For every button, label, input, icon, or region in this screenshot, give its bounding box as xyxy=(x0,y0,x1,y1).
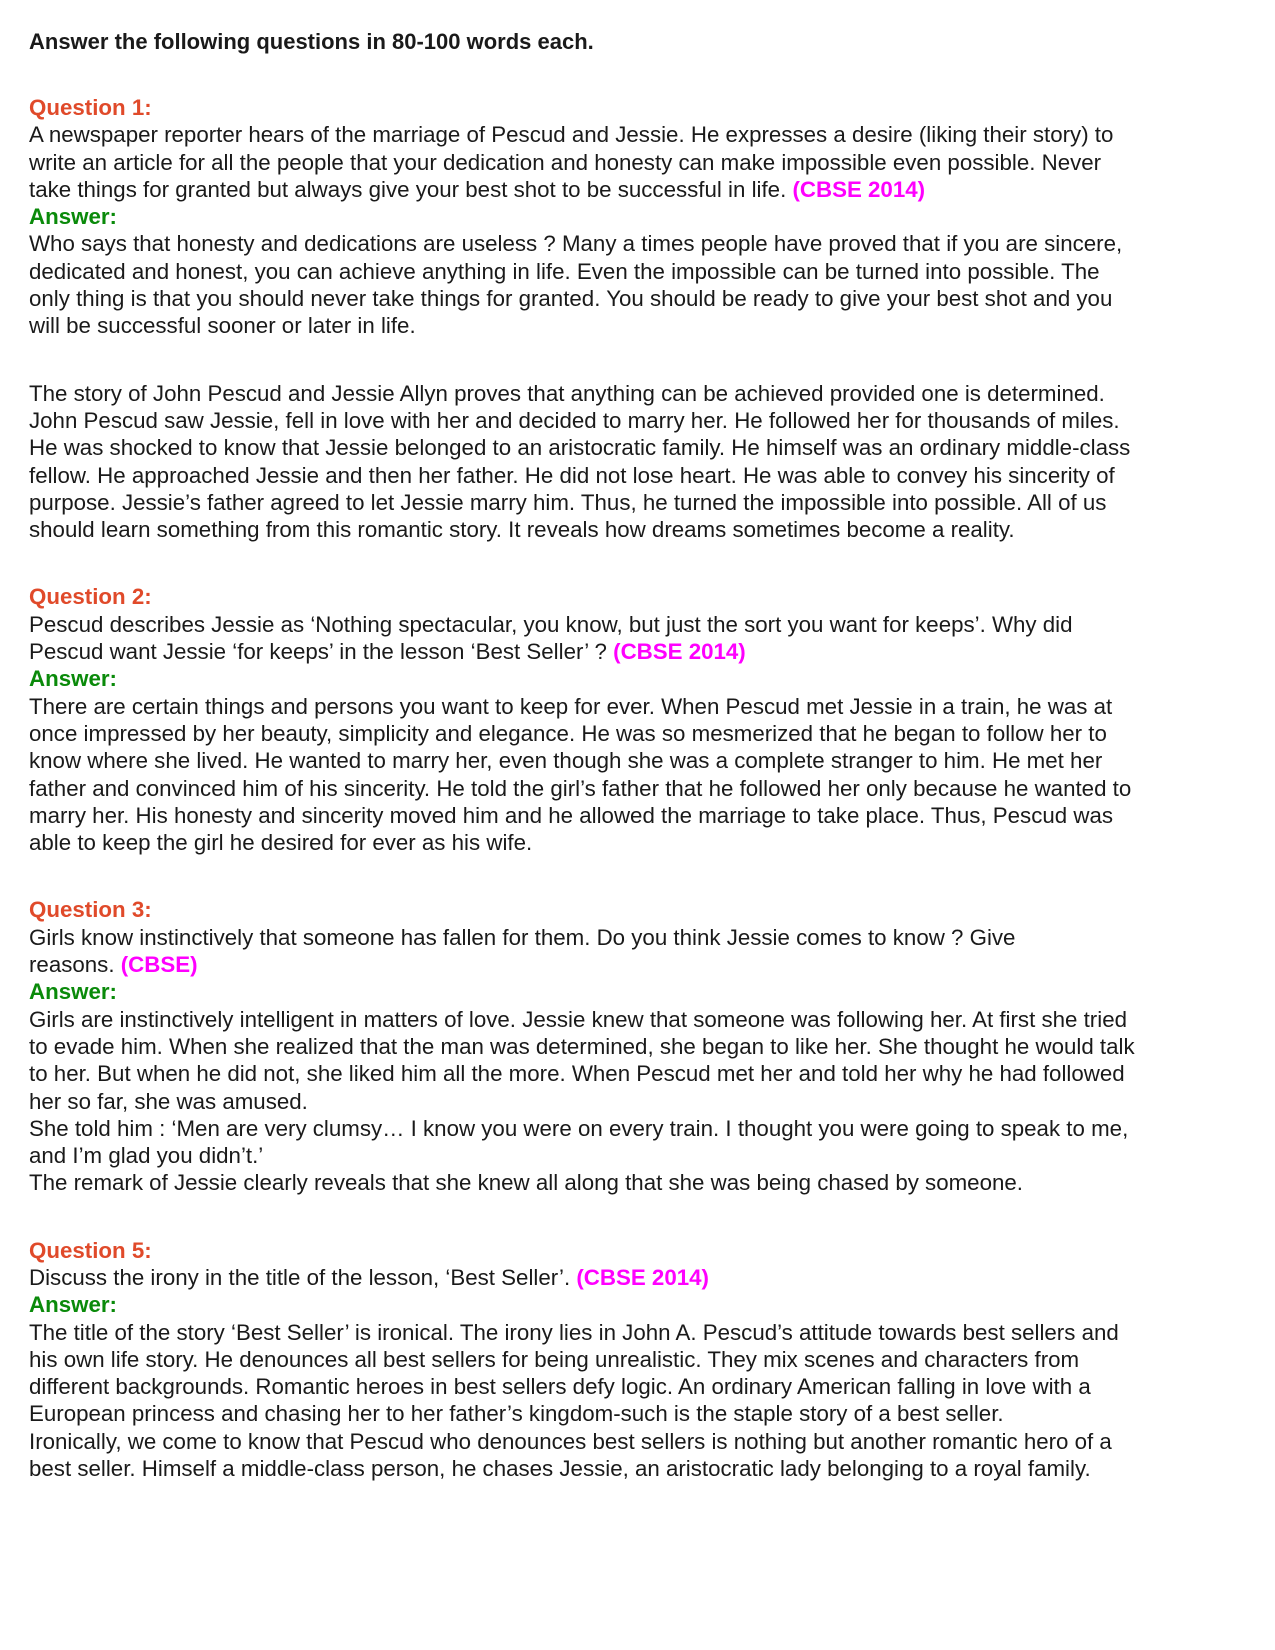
answer-line: marry her. His honesty and sincerity moved him and he allowed the marriage to take place. Thus, Pescud was xyxy=(29,802,1114,828)
instructions-heading: Answer the following questions in 80-100 words each. xyxy=(29,29,594,54)
answer-label: Answer: xyxy=(29,1292,117,1318)
source-tag: (CBSE) xyxy=(120,952,198,978)
question-label: Question 3: xyxy=(29,897,152,923)
answer-line: He was shocked to know that Jessie belonged to an aristocratic family. He himself was an ordinary middle-class xyxy=(29,435,1131,461)
answer-line: She told him : ‘Men are very clumsy… I know you were on every train. I thought you were going to speak to me, xyxy=(29,1115,1129,1141)
answer-line: John Pescud saw Jessie, fell in love with her and decided to marry her. He followed her for thousands of miles. xyxy=(29,407,1120,433)
answer-line: to her. But when he did not, she liked him all the more. When Pescud met her and told her why he had followed xyxy=(29,1061,1125,1087)
question-block xyxy=(29,94,1135,543)
question-text: Pescud describes Jessie as ‘Nothing spectacular, you know, but just the sort you want for keeps’. Why did xyxy=(29,611,1073,637)
question-block xyxy=(29,583,1135,856)
question-block xyxy=(29,1237,1135,1483)
source-tag: (CBSE 2014) xyxy=(792,176,926,202)
answer-line: know where she lived. He wanted to marry her, even though she was a complete stranger to him. He met her xyxy=(29,748,1103,774)
answer-label: Answer: xyxy=(29,204,117,230)
question-list xyxy=(29,94,1135,1482)
answer-paragraph xyxy=(29,693,1135,857)
answer-line: different backgrounds. Romantic heroes in best sellers defy logic. An ordinary American falling in love with a xyxy=(29,1374,1091,1400)
answer-line: Girls are instinctively intelligent in matters of love. Jessie knew that someone was following her. At first she tried xyxy=(29,1006,1127,1032)
question-text-line xyxy=(29,951,1135,978)
answer-line: to evade him. When she realized that the man was determined, she began to like her. She thought he would talk xyxy=(29,1033,1135,1059)
question-label: Question 1: xyxy=(29,95,152,120)
answer-line: able to keep the girl he desired for ever as his wife. xyxy=(29,830,533,856)
question-text-line xyxy=(29,611,1135,638)
question-text-line xyxy=(29,121,1135,148)
answer-label: Answer: xyxy=(29,666,117,692)
question-text-line xyxy=(29,176,1135,203)
question-text: reasons. xyxy=(29,952,121,978)
question-label: Question 2: xyxy=(29,584,152,610)
answer-line: The title of the story ‘Best Seller’ is ironical. The irony lies in John A. Pescud’s attitude towards best sellers and xyxy=(29,1319,1119,1345)
source-tag: (CBSE 2014) xyxy=(576,1264,709,1290)
question-text-line xyxy=(29,638,1135,665)
question-text-line xyxy=(29,924,1135,951)
answer-line: only thing is that you should never take things for granted. You should be ready to give your best shot and you xyxy=(29,286,1113,312)
answer-line: will be successful sooner or later in life. xyxy=(29,313,416,339)
question-text: Discuss the irony in the title of the lesson, ‘Best Seller’. xyxy=(29,1264,577,1290)
answer-line: dedicated and honest, you can achieve anything in life. Even the impossible can be turned into possible. The xyxy=(29,258,1100,284)
answer-line: once impressed by her beauty, simplicity and elegance. He was so mesmerized that he began to follow her to xyxy=(29,720,1107,746)
answer-paragraph xyxy=(29,380,1135,544)
answer-paragraph xyxy=(29,1319,1135,1483)
question-block xyxy=(29,896,1135,1196)
question-text: A newspaper reporter hears of the marriage of Pescud and Jessie. He expresses a desire (liking their story) to xyxy=(29,122,1114,148)
answer-line: and I’m glad you didn’t.’ xyxy=(29,1143,264,1169)
answer-line: There are certain things and persons you want to keep for ever. When Pescud met Jessie in a train, he was at xyxy=(29,693,1113,719)
question-text-line xyxy=(29,149,1135,176)
answer-line: Ironically, we come to know that Pescud who denounces best sellers is nothing but another romantic hero of a xyxy=(29,1428,1112,1454)
question-label: Question 5: xyxy=(29,1237,152,1263)
document-page xyxy=(29,28,1135,1482)
source-tag: (CBSE 2014) xyxy=(613,639,746,665)
answer-line: should learn something from this romantic story. It reveals how dreams sometimes become a reality. xyxy=(29,517,1015,543)
answer-paragraph xyxy=(29,230,1135,339)
question-text: Pescud want Jessie ‘for keeps’ in the lesson ‘Best Seller’ ? xyxy=(29,639,614,665)
question-text: take things for granted but always give your best shot to be successful in life. xyxy=(29,176,793,202)
question-text: Girls know instinctively that someone has fallen for them. Do you think Jessie comes to know ? Give xyxy=(29,924,1016,950)
answer-line: The remark of Jessie clearly reveals that she knew all along that she was being chased by someone. xyxy=(29,1170,1023,1196)
answer-line: fellow. He approached Jessie and then her father. He did not lose heart. He was able to convey his sincerity of xyxy=(29,462,1115,488)
answer-line: his own life story. He denounces all best sellers for being unrealistic. They mix scenes and characters from xyxy=(29,1346,1080,1372)
question-text-line xyxy=(29,1264,1135,1291)
question-text: write an article for all the people that your dedication and honesty can make impossible even possible. Never xyxy=(29,149,1102,175)
answer-line: her so far, she was amused. xyxy=(29,1088,308,1114)
answer-line: father and convinced him of his sincerity. He told the girl’s father that he followed her only because he wanted to xyxy=(29,775,1132,801)
answer-label: Answer: xyxy=(29,979,117,1005)
answer-line: The story of John Pescud and Jessie Allyn proves that anything can be achieved provided one is determined. xyxy=(29,380,1105,406)
answer-line: purpose. Jessie’s father agreed to let Jessie marry him. Thus, he turned the impossible into possible. All of us xyxy=(29,489,1107,515)
answer-line: best seller. Himself a middle-class person, he chases Jessie, an aristocratic lady belonging to a royal family. xyxy=(29,1456,1091,1482)
answer-line: European princess and chasing her to her father’s kingdom-such is the staple story of a best seller. xyxy=(29,1401,1004,1427)
answer-paragraph xyxy=(29,1006,1135,1197)
answer-line: Who says that honesty and dedications are useless ? Many a times people have proved that if you are sincere, xyxy=(29,231,1123,257)
